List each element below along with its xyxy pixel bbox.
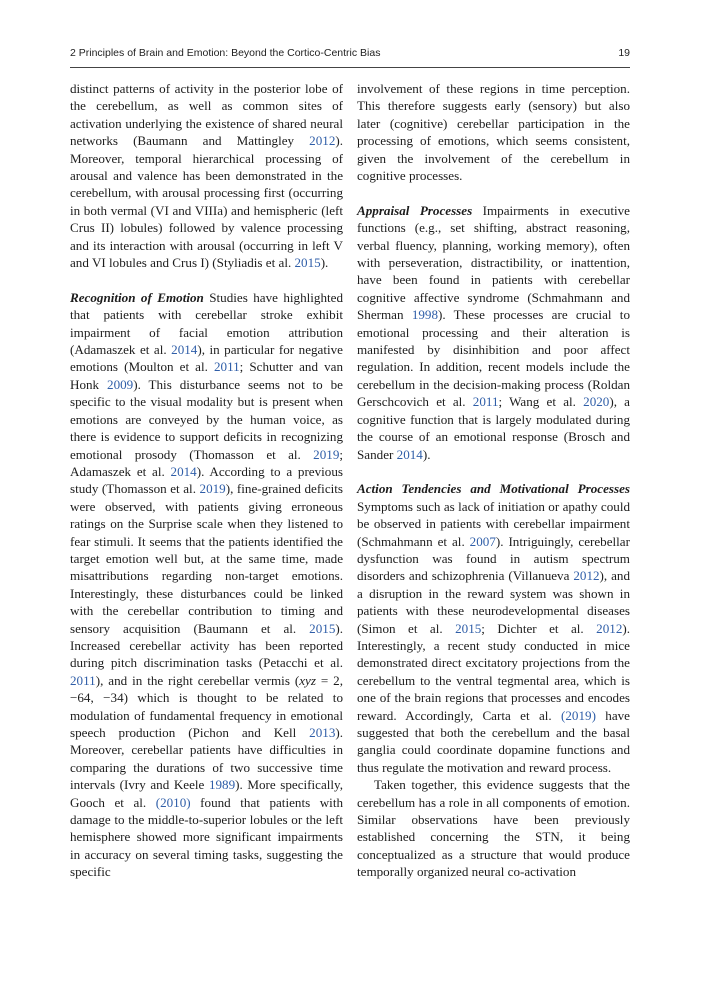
citation-link[interactable]: 2020	[583, 394, 610, 410]
citation-link[interactable]: 2014	[171, 342, 198, 358]
running-header	[70, 47, 630, 63]
coordinate-variable: xyz	[299, 672, 316, 688]
paragraph-time-perception: involvement of these regions in time perception. This therefore suggests early (sensory) but also later (cognitive) cerebellar participation in the processing of emotions, which seems consistent, given the involvement of the cerebellum in cognitive processes.	[357, 81, 630, 184]
header-rule	[70, 67, 630, 68]
citation-link[interactable]: 2011	[70, 672, 96, 688]
section-heading-appraisal: Appraisal Processes	[357, 202, 473, 218]
paragraph-valence-arousal: distinct patterns of activity in the posterior lobe of the cerebellum, as well as common sites of activation underlying the existence of shared neural networks (Baumann and Mattingley 2012). Moreover, temporal hierarchical processing of arousal and valence has been demonstrated in the cerebellum, with arousal processing first (occurring in both vermal (VI and VIIIa) and hemispheric (left Crus II) lobules) followed by valence processing and its interaction with arousal (occurring in left V and VI lobules and Crus I) (Styliadis et al. 2015).	[70, 81, 343, 271]
paragraph-taken-together: Taken together, this evidence suggests that the cerebellum has a role in all components of emotion. Similar observations have been previously established concerning the STN, it being conceptualized as a structure that would produce temporally organized neural co-activation	[357, 777, 630, 880]
section-heading-recognition: Recognition of Emotion	[70, 289, 204, 305]
citation-link[interactable]: 2007	[469, 533, 496, 549]
citation-link[interactable]: 2011	[213, 359, 240, 375]
section-heading-action-tendencies: Action Tendencies and Motivational Processes	[357, 481, 630, 497]
citation-link[interactable]: 2015	[294, 255, 321, 271]
citation-link[interactable]: 2014	[170, 463, 197, 479]
citation-link[interactable]: 2012	[309, 133, 336, 149]
citation-link[interactable]: 1989	[208, 777, 236, 793]
left-column	[70, 80, 343, 881]
right-column	[357, 80, 630, 881]
citation-link[interactable]: (2019)	[561, 707, 596, 723]
citation-link[interactable]: 2015	[309, 620, 336, 636]
citation-link[interactable]: 2013	[309, 725, 336, 741]
citation-link[interactable]: 2009	[107, 376, 134, 392]
paragraph-appraisal-processes: Appraisal Processes Impairments in executive functions (e.g., set shifting, abstract reasoning, verbal fluency, planning, working memory), often with perseveration, distractibility, or inattention, have been found in patients with cerebellar cognitive affective syndrome (Schmahmann and Sherman 1998). These processes are crucial to emotional processing and their alteration is manifested by disinhibition and poor affect regulation. In addition, recent models include the cerebellum in the decision-making process (Roldan Gerschcovich et al. 2011; Wang et al. 2020), a cognitive function that is largely modulated during the course of an emotional response (Brosch and Sander 2014).	[357, 202, 630, 462]
citation-link[interactable]: 2014	[396, 446, 423, 462]
page-number: 19	[618, 47, 630, 59]
citation-link[interactable]: 2015	[455, 620, 482, 636]
citation-link[interactable]: 2012	[596, 620, 623, 636]
paragraph-action-tendencies: Action Tendencies and Motivational Processes Symptoms such as lack of initiation or apathy could be observed in patients with cerebellar impairment (Schmahmann et al. 2007). Intriguingly, cerebellar dysfunction was found in autism spectrum disorders and schizophrenia (Villanueva 2012), and a disruption in the reward system was shown in patients with these neurodevelopmental diseases (Simon et al. 2015; Dichter et al. 2012). Interestingly, a recent study conducted in mice demonstrated direct excitatory projections from the cerebellum to the ventral tegmental area, which is one of the brain regions that processes and encodes reward. Accordingly, Carta et al. (2019) have suggested that both the cerebellum and the basal ganglia could coordinate dopamine functions and thus regulate the motivation and reward process.	[357, 481, 630, 775]
citation-link[interactable]: 2019	[199, 481, 226, 497]
citation-link[interactable]: 2019	[313, 446, 340, 462]
citation-link[interactable]: (2010)	[155, 794, 191, 810]
paragraph-recognition-of-emotion: Recognition of Emotion Studies have highlighted that patients with cerebellar stroke exhibit impairment of facial emotion attribution (Adamaszek et al. 2014), in particular for negative emotions (Moulton et al. 2011; Schutter and van Honk 2009). This disturbance seems not to be specific to the visual modality but is present when emotions are conveyed by the human voice, as there is evidence to support deficits in recognizing emotional prosody (Thomasson et al. 2019; Adamaszek et al. 2014). According to a previous study (Thomasson et al. 2019), fine-grained deficits were observed, with patients giving erroneous ratings on the Surprise scale when they listened to fear stimuli. It seems that the patients identified the target emotion well but, at the same time, made misattributions regarding non-target emotions. Interestingly, these disturbances could be linked with the cerebellar contribution to timing and sensory acquisition (Baumann et al. 2015). Increased cerebellar activity has been reported during pitch discrimination tasks (Petacchi et al. 2011), and in the right cerebellar vermis (xyz = 2, −64, −34) which is thought to be related to modulation of fundamental frequency in emotional speech production (Pichon and Kell 2013). Moreover, cerebellar patients have difficulties in comparing the durations of two successive time intervals (Ivry and Keele 1989). More specifically, Gooch et al. (2010) found that patients with damage to the middle-to-superior lobules or the left hemisphere showed more significant impairments in accuracy on several timing tasks, suggesting the specific	[70, 289, 344, 880]
citation-link[interactable]: 2012	[573, 568, 600, 584]
chapter-title: 2 Principles of Brain and Emotion: Beyond the Cortico-Centric Bias	[70, 47, 381, 59]
citation-link[interactable]: 1998	[411, 307, 439, 323]
citation-link[interactable]: 2011	[472, 394, 499, 410]
